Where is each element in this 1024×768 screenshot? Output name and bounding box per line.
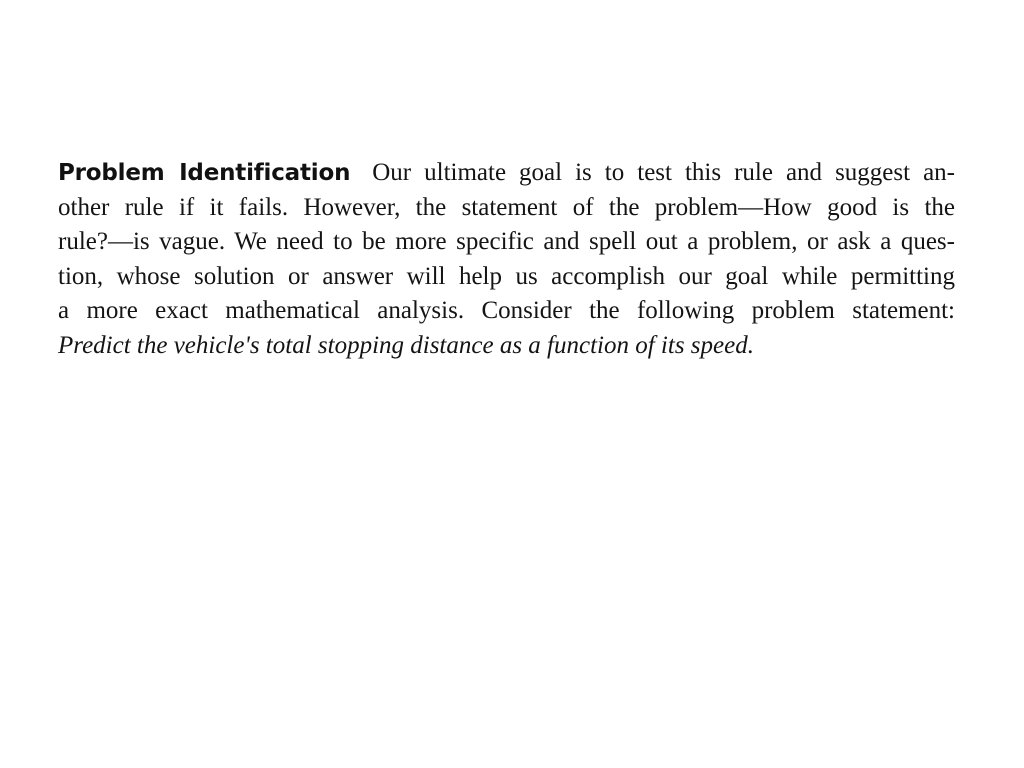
paragraph-line-1 (58, 156, 955, 191)
problem-statement: Predict the vehicle's total stopping distance as a function of its speed. (58, 331, 754, 359)
paragraph-line-3: rule?—is vague. We need to be more specific and spell out a problem, or ask a ques- (58, 228, 955, 255)
paragraph-line-5: a more exact mathematical analysis. Consider the following problem statement: (58, 297, 955, 324)
paragraph-line-2: other rule if it fails. However, the statement of the problem—How good is the (58, 193, 955, 221)
section-heading: Problem Identification (58, 160, 351, 186)
paragraph-line-1-text: Our ultimate goal is to test this rule and suggest an- (372, 159, 955, 186)
paragraph-line-4: tion, whose solution or answer will help us accomplish our goal while permitting (58, 262, 955, 290)
problem-identification-paragraph (58, 156, 955, 363)
